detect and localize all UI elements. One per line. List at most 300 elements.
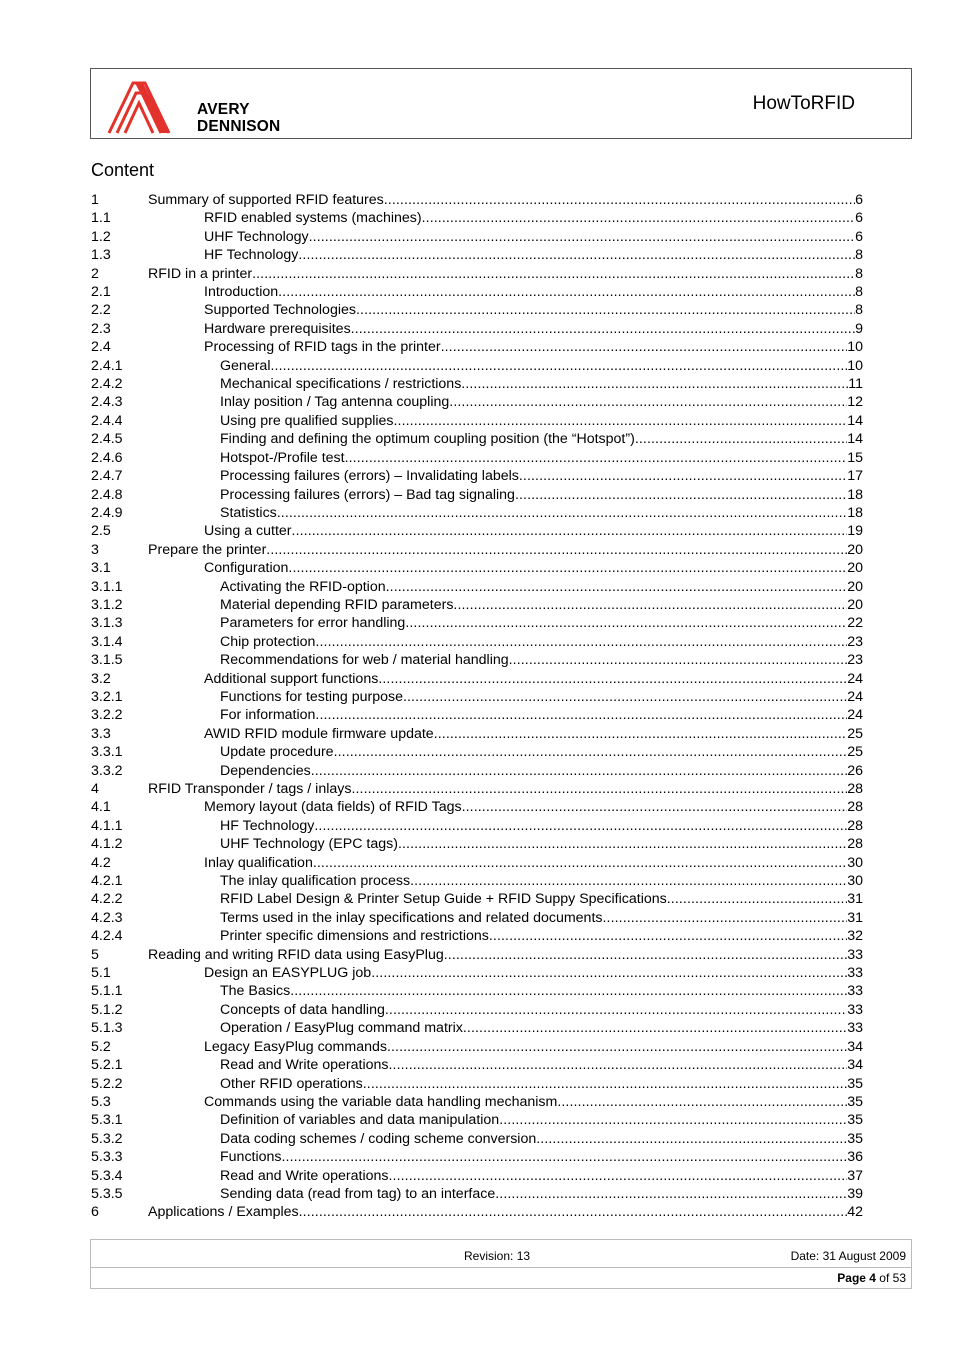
toc-title[interactable]: Applications / Examples (148, 1204, 299, 1221)
toc-page-number[interactable]: 42 (847, 1204, 863, 1221)
toc-page-number[interactable]: 18 (847, 486, 863, 503)
page-number (837, 1271, 906, 1285)
toc-row[interactable] (91, 1001, 863, 1019)
toc-number: 2.4.9 (91, 504, 123, 521)
toc-entry[interactable] (204, 301, 863, 319)
toc-entry[interactable] (220, 890, 863, 908)
toc-title[interactable]: Concepts of data handling (220, 1001, 385, 1018)
toc-page-number[interactable]: 6 (855, 210, 863, 227)
toc-row[interactable] (91, 1148, 863, 1166)
toc-row[interactable] (91, 743, 863, 761)
toc-leader-dots (489, 927, 847, 945)
toc-row[interactable] (91, 357, 863, 375)
toc-entry[interactable] (220, 504, 863, 522)
toc-title[interactable]: Finding and defining the optimum coupling position (the “Hotspot”) (220, 431, 635, 448)
toc-title[interactable]: Legacy EasyPlug commands (204, 1038, 387, 1055)
toc-title[interactable]: RFID Label Design & Printer Setup Guide + RFID Suppy Specifications (220, 891, 667, 908)
toc-title[interactable]: For information (220, 707, 316, 724)
toc-entry[interactable] (204, 338, 863, 356)
toc-entry[interactable] (204, 228, 863, 246)
toc-row[interactable] (91, 246, 863, 264)
toc-entry[interactable] (204, 798, 863, 816)
toc-title[interactable]: HF Technology (220, 817, 315, 834)
toc-title[interactable]: The inlay qualification process (220, 873, 411, 890)
toc-leader-dots (309, 228, 855, 246)
toc-row[interactable] (91, 1111, 863, 1129)
toc-title[interactable]: Read and Write operations (220, 1057, 389, 1074)
toc-title[interactable]: Hardware prerequisites (204, 320, 351, 337)
toc-page-number[interactable]: 31 (847, 909, 863, 926)
toc-entry[interactable] (220, 1185, 863, 1203)
toc-title[interactable]: Processing of RFID tags in the printer (204, 339, 441, 356)
toc-row[interactable] (91, 596, 863, 614)
toc-row[interactable] (91, 412, 863, 430)
toc-page-number[interactable]: 33 (847, 983, 863, 1000)
toc-entry[interactable] (204, 854, 863, 872)
toc-page-number[interactable]: 20 (847, 541, 863, 558)
toc-entry[interactable] (220, 467, 863, 485)
toc-row[interactable] (91, 578, 863, 596)
toc-number: 3.2.1 (91, 688, 123, 705)
toc-title[interactable]: Data coding schemes / coding scheme conversion (220, 1130, 537, 1147)
toc-number: 5.2.2 (91, 1075, 123, 1092)
toc-entry[interactable] (220, 1111, 863, 1129)
toc-page-number[interactable]: 10 (847, 339, 863, 356)
toc-page-number[interactable]: 37 (847, 1167, 863, 1184)
toc-row[interactable] (91, 982, 863, 1000)
toc-title[interactable]: HF Technology (204, 247, 299, 264)
toc-page-number[interactable]: 34 (847, 1038, 863, 1055)
toc-number: 2.4.8 (91, 486, 123, 503)
toc-number: 6 (91, 1204, 99, 1221)
toc-leader-dots (394, 412, 848, 430)
toc-entry[interactable] (220, 1167, 863, 1185)
toc-entry[interactable] (148, 265, 863, 283)
toc-row[interactable] (91, 1019, 863, 1037)
toc-title[interactable]: Summary of supported RFID features (148, 192, 384, 208)
toc-row[interactable] (91, 541, 863, 559)
toc-title[interactable]: General (220, 357, 271, 374)
toc-entry[interactable] (220, 486, 863, 504)
toc-page-number[interactable]: 35 (847, 1093, 863, 1110)
toc-row[interactable] (91, 835, 863, 853)
toc-row[interactable] (91, 559, 863, 577)
toc-entry[interactable] (204, 209, 863, 227)
toc-row[interactable] (91, 1167, 863, 1185)
toc-row[interactable] (91, 265, 863, 283)
toc-row[interactable] (91, 854, 863, 872)
toc-page-number[interactable]: 35 (847, 1075, 863, 1092)
toc-title[interactable]: Printer specific dimensions and restrictions (220, 928, 489, 945)
toc-entry[interactable] (220, 430, 863, 448)
toc-page-number[interactable]: 14 (847, 431, 863, 448)
toc-leader-dots (422, 209, 855, 227)
toc-title[interactable]: Statistics (220, 504, 277, 521)
toc-title[interactable]: Reading and writing RFID data using EasyPlug (148, 946, 444, 963)
toc-page-number[interactable]: 30 (847, 873, 863, 890)
toc-entry[interactable] (220, 872, 863, 890)
toc-entry[interactable] (220, 393, 863, 411)
toc-row[interactable] (91, 872, 863, 890)
toc-entry[interactable] (220, 375, 863, 393)
toc-row[interactable] (91, 320, 863, 338)
toc-page-number[interactable]: 12 (847, 394, 863, 411)
toc-row[interactable] (91, 725, 863, 743)
toc-title[interactable]: Activating the RFID-option (220, 578, 386, 595)
toc-title[interactable]: Inlay qualification (204, 854, 313, 871)
toc-number: 4.2.3 (91, 909, 123, 926)
toc-page-number[interactable]: 26 (847, 762, 863, 779)
toc-page-number[interactable]: 25 (847, 725, 863, 742)
toc-row[interactable] (91, 780, 863, 798)
toc-page-number[interactable]: 10 (847, 357, 863, 374)
toc-entry[interactable] (204, 1093, 863, 1111)
toc-leader-dots (515, 486, 847, 504)
toc-title[interactable]: Using a cutter (204, 523, 292, 540)
toc-number: 5.1.1 (91, 983, 123, 1000)
toc-title[interactable]: Recommendations for web / material handling (220, 652, 509, 669)
toc-number: 2 (91, 265, 99, 282)
toc-title[interactable]: UHF Technology (204, 228, 309, 245)
toc-leader-dots (386, 578, 848, 596)
toc-title[interactable]: Sending data (read from tag) to an interface (220, 1185, 496, 1202)
toc-entry[interactable] (220, 927, 863, 945)
page-footer (90, 1239, 912, 1289)
toc-number: 5.3.5 (91, 1185, 123, 1202)
toc-leader-dots (298, 246, 855, 264)
toc-number: 5.1.3 (91, 1020, 123, 1037)
toc-row[interactable] (91, 817, 863, 835)
toc-number: 3.1.2 (91, 596, 123, 613)
toc-entry[interactable] (220, 578, 863, 596)
toc-entry[interactable] (220, 412, 863, 430)
toc-page-number[interactable]: 28 (847, 836, 863, 853)
toc-title[interactable]: Additional support functions (204, 670, 379, 687)
toc-row[interactable] (91, 430, 863, 448)
toc-number: 4.2.2 (91, 891, 123, 908)
toc-page-number[interactable]: 33 (847, 1020, 863, 1037)
toc-leader-dots (602, 909, 847, 927)
toc-page-number[interactable]: 6 (855, 228, 863, 245)
toc-page-number[interactable]: 32 (847, 928, 863, 945)
toc-title[interactable]: Design an EASYPLUG job (204, 965, 372, 982)
toc-leader-dots (334, 743, 848, 761)
toc-entry[interactable] (220, 817, 863, 835)
toc-leader-dots (363, 1075, 847, 1093)
toc-row[interactable] (91, 1093, 863, 1111)
toc-page-number[interactable]: 31 (847, 891, 863, 908)
toc-entry[interactable] (204, 964, 863, 982)
toc-title[interactable]: Memory layout (data fields) of RFID Tags (204, 799, 462, 816)
toc-entry[interactable] (220, 449, 863, 467)
toc-page-number[interactable]: 18 (847, 504, 863, 521)
toc-page-number[interactable]: 6 (855, 192, 863, 208)
toc-page-number[interactable]: 9 (855, 320, 863, 337)
toc-entry[interactable] (220, 688, 863, 706)
toc-page-number[interactable]: 24 (847, 688, 863, 705)
toc-title[interactable]: AWID RFID module firmware update (204, 725, 434, 742)
toc-entry[interactable] (204, 283, 863, 301)
toc-row[interactable] (91, 301, 863, 319)
toc-entry[interactable] (204, 670, 863, 688)
toc-number: 4.1.2 (91, 836, 123, 853)
toc-number: 3.3 (91, 725, 111, 742)
toc-row[interactable] (91, 209, 863, 227)
toc-entry[interactable] (204, 559, 863, 577)
toc-entry[interactable] (220, 1001, 863, 1019)
toc-entry[interactable] (220, 743, 863, 761)
toc-title[interactable]: Prepare the printer (148, 541, 267, 558)
toc-page-number[interactable]: 33 (847, 946, 863, 963)
toc-number: 4.1.1 (91, 817, 123, 834)
toc-number: 5.3.2 (91, 1130, 123, 1147)
toc-row[interactable] (91, 393, 863, 411)
toc-entry[interactable] (220, 835, 863, 853)
toc-number: 2.4.3 (91, 394, 123, 411)
toc-leader-dots (410, 872, 847, 890)
toc-number: 5.3.4 (91, 1167, 123, 1184)
toc-page-number[interactable]: 34 (847, 1057, 863, 1074)
toc-title[interactable]: RFID Transponder / tags / inlays (148, 781, 352, 797)
toc-title[interactable]: Other RFID operations (220, 1075, 363, 1092)
toc-page-number[interactable]: 8 (855, 302, 863, 319)
toc-entry[interactable] (220, 1019, 863, 1037)
toc-row[interactable] (91, 798, 863, 816)
toc-title[interactable]: Functions for testing purpose (220, 688, 403, 705)
toc-title[interactable]: UHF Technology (EPC tags) (220, 836, 398, 853)
toc-page-number[interactable]: 28 (847, 799, 863, 816)
toc-leader-dots (462, 798, 848, 816)
toc-number: 5.3.3 (91, 1149, 123, 1166)
toc-leader-dots (371, 964, 847, 982)
toc-number: 5.2 (91, 1038, 111, 1055)
toc-row[interactable] (91, 964, 863, 982)
toc-row[interactable] (91, 633, 863, 651)
toc-row[interactable] (91, 927, 863, 945)
toc-leader-dots (453, 596, 847, 614)
toc-title[interactable]: Supported Technologies (204, 302, 356, 319)
toc-page-number[interactable]: 35 (847, 1112, 863, 1129)
toc-title[interactable]: The Basics (220, 983, 291, 1000)
toc-number: 4 (91, 781, 99, 797)
toc-entry[interactable] (148, 780, 863, 798)
toc-number: 3.2.2 (91, 707, 123, 724)
toc-leader-dots (314, 817, 847, 835)
toc-title[interactable]: Configuration (204, 560, 289, 577)
toc-page-number[interactable]: 36 (847, 1149, 863, 1166)
toc-page-number[interactable]: 8 (855, 265, 863, 282)
toc-entry[interactable] (220, 1075, 863, 1093)
toc-leader-dots (536, 1130, 847, 1148)
toc-leader-dots (270, 357, 847, 375)
toc-row[interactable] (91, 486, 863, 504)
toc-row[interactable] (91, 909, 863, 927)
table-of-contents (91, 191, 863, 1222)
toc-entry[interactable] (148, 1203, 863, 1221)
toc-entry[interactable] (204, 320, 863, 338)
toc-entry[interactable] (148, 541, 863, 559)
toc-row[interactable] (91, 651, 863, 669)
toc-page-number[interactable]: 23 (847, 633, 863, 650)
toc-title[interactable]: Introduction (204, 284, 279, 301)
toc-number: 1.2 (91, 228, 111, 245)
toc-leader-dots (441, 338, 848, 356)
toc-row[interactable] (91, 614, 863, 632)
toc-row[interactable] (91, 504, 863, 522)
toc-row[interactable] (91, 688, 863, 706)
toc-number: 2.4.2 (91, 376, 123, 393)
toc-page-number[interactable]: 33 (847, 1001, 863, 1018)
toc-number: 2.4.7 (91, 468, 123, 485)
toc-row[interactable] (91, 890, 863, 908)
toc-row[interactable] (91, 522, 863, 540)
toc-entry[interactable] (204, 725, 863, 743)
toc-number: 5 (91, 946, 99, 963)
toc-number: 2.5 (91, 523, 111, 540)
toc-page-number[interactable]: 30 (847, 854, 863, 871)
toc-title[interactable]: Definition of variables and data manipulation (220, 1112, 500, 1129)
toc-page-number[interactable]: 8 (855, 284, 863, 301)
toc-entry[interactable] (148, 946, 863, 964)
toc-title[interactable]: Update procedure (220, 744, 334, 761)
toc-page-number[interactable]: 39 (847, 1185, 863, 1202)
toc-entry[interactable] (220, 762, 863, 780)
revision-label: Revision: 13 (464, 1249, 531, 1263)
toc-number: 1.1 (91, 210, 111, 227)
toc-entry[interactable] (220, 982, 863, 1000)
toc-page-number[interactable]: 20 (847, 596, 863, 613)
toc-row[interactable] (91, 283, 863, 301)
toc-page-number[interactable]: 20 (847, 560, 863, 577)
toc-leader-dots (313, 854, 847, 872)
toc-title[interactable]: Terms used in the inlay specifications and related documents (220, 909, 603, 926)
toc-page-number[interactable]: 35 (847, 1130, 863, 1147)
toc-title[interactable]: Using pre qualified supplies (220, 412, 394, 429)
toc-title[interactable]: RFID enabled systems (machines) (204, 210, 422, 227)
toc-page-number[interactable]: 28 (847, 817, 863, 834)
toc-entry[interactable] (204, 522, 863, 540)
toc-number: 2.3 (91, 320, 111, 337)
toc-number: 3.1.3 (91, 615, 123, 632)
toc-page-number[interactable]: 20 (847, 578, 863, 595)
toc-row[interactable] (91, 1203, 863, 1221)
toc-page-number[interactable]: 11 (848, 376, 863, 393)
toc-row[interactable] (91, 375, 863, 393)
toc-page-number[interactable]: 33 (847, 965, 863, 982)
toc-entry[interactable] (220, 706, 863, 724)
toc-leader-dots (351, 780, 847, 798)
toc-number: 4.2 (91, 854, 111, 871)
toc-row[interactable] (91, 1038, 863, 1056)
toc-title[interactable]: Material depending RFID parameters (220, 596, 454, 613)
toc-page-number[interactable]: 24 (847, 670, 863, 687)
toc-title[interactable]: Parameters for error handling (220, 615, 406, 632)
toc-leader-dots (290, 982, 847, 1000)
toc-title[interactable]: Chip protection (220, 633, 316, 650)
toc-leader-dots (266, 541, 847, 559)
page-number-total: of 53 (875, 1271, 906, 1285)
toc-entry[interactable] (220, 633, 863, 651)
toc-leader-dots (299, 1203, 848, 1221)
toc-title[interactable]: Commands using the variable data handling mechanism (204, 1093, 558, 1110)
toc-number: 5.3.1 (91, 1112, 123, 1129)
toc-row[interactable] (91, 449, 863, 467)
toc-entry[interactable] (220, 1148, 863, 1166)
toc-row[interactable] (91, 191, 863, 209)
toc-row[interactable] (91, 946, 863, 964)
toc-page-number[interactable]: 28 (847, 781, 863, 797)
toc-row[interactable] (91, 1075, 863, 1093)
toc-title[interactable]: Processing failures (errors) – Invalidating labels (220, 468, 519, 485)
toc-title[interactable]: Processing failures (errors) – Bad tag signaling (220, 486, 515, 503)
toc-number: 5.1.2 (91, 1001, 123, 1018)
toc-leader-dots (444, 946, 847, 964)
toc-number: 2.1 (91, 284, 111, 301)
toc-page-number[interactable]: 22 (847, 615, 863, 632)
toc-page-number[interactable]: 17 (847, 468, 863, 485)
toc-leader-dots (351, 320, 855, 338)
toc-title[interactable]: RFID in a printer (148, 265, 253, 282)
toc-row[interactable] (91, 706, 863, 724)
toc-page-number[interactable]: 15 (847, 449, 863, 466)
toc-entry[interactable] (220, 596, 863, 614)
toc-row[interactable] (91, 467, 863, 485)
toc-leader-dots (389, 1056, 848, 1074)
toc-entry[interactable] (148, 191, 863, 209)
toc-entry[interactable] (220, 357, 863, 375)
toc-number: 3.1.1 (91, 578, 123, 595)
toc-entry[interactable] (220, 651, 863, 669)
toc-leader-dots (288, 559, 847, 577)
toc-title[interactable]: Hotspot-/Profile test (220, 449, 345, 466)
toc-title[interactable]: Functions (220, 1149, 282, 1166)
toc-number: 3.3.2 (91, 762, 123, 779)
toc-title[interactable]: Dependencies (220, 762, 311, 779)
toc-entry[interactable] (204, 1038, 863, 1056)
toc-leader-dots (557, 1093, 847, 1111)
toc-leader-dots (292, 522, 848, 540)
toc-page-number[interactable]: 23 (847, 652, 863, 669)
toc-title[interactable]: Inlay position / Tag antenna coupling (220, 394, 450, 411)
toc-leader-dots (252, 265, 855, 283)
toc-entry[interactable] (220, 1056, 863, 1074)
toc-row[interactable] (91, 1056, 863, 1074)
toc-row[interactable] (91, 1130, 863, 1148)
toc-entry[interactable] (220, 909, 863, 927)
toc-page-number[interactable]: 25 (847, 744, 863, 761)
toc-title[interactable]: Mechanical specifications / restrictions (220, 376, 462, 393)
toc-number: 3 (91, 541, 99, 558)
toc-number: 1.3 (91, 247, 111, 264)
toc-title[interactable]: Read and Write operations (220, 1167, 389, 1184)
toc-entry[interactable] (204, 246, 863, 264)
toc-page-number[interactable]: 24 (847, 707, 863, 724)
toc-entry[interactable] (220, 614, 863, 632)
toc-title[interactable]: Operation / EasyPlug command matrix (220, 1020, 463, 1037)
toc-row[interactable] (91, 670, 863, 688)
toc-row[interactable] (91, 762, 863, 780)
toc-row[interactable] (91, 1185, 863, 1203)
toc-page-number[interactable]: 8 (855, 247, 863, 264)
toc-number: 3.1.5 (91, 652, 123, 669)
toc-entry[interactable] (220, 1130, 863, 1148)
toc-page-number[interactable]: 19 (847, 523, 863, 540)
toc-row[interactable] (91, 338, 863, 356)
toc-page-number[interactable]: 14 (847, 412, 863, 429)
toc-row[interactable] (91, 228, 863, 246)
page-number-current: Page 4 (837, 1271, 876, 1285)
toc-leader-dots (282, 1148, 848, 1166)
